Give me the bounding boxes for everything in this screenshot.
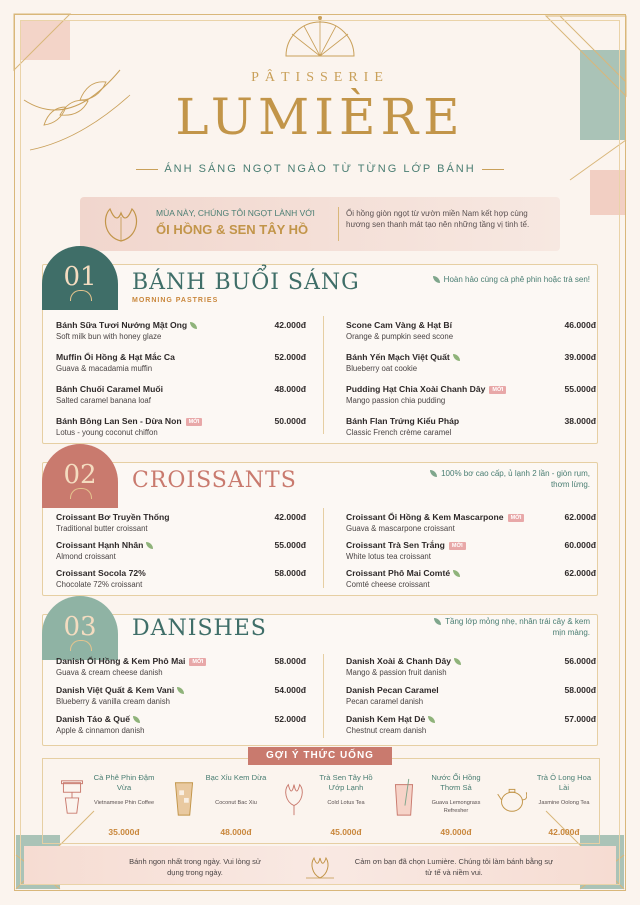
item-price: 55.000đ (564, 384, 596, 394)
item-name-row (346, 685, 439, 695)
item-description: Blueberry oat cookie (346, 364, 418, 373)
item-description: Guava & macadamia muffin (56, 364, 153, 373)
leaf-icon (146, 542, 153, 549)
menu-item (346, 685, 596, 711)
promo-divider (338, 207, 339, 241)
item-name: Croissant Socola 72% (56, 568, 146, 578)
drink-description: Vietnamese Phin Coffee (93, 800, 155, 806)
item-name: Danish Pecan Caramel (346, 685, 439, 695)
item-name: Croissant Ổi Hồng & Kem Mascarpone (346, 512, 504, 522)
new-badge: MỚI (449, 542, 466, 550)
brand-tagline (0, 163, 640, 175)
new-badge: MỚI (189, 658, 206, 666)
promo-description: Ổi hồng giòn ngọt từ vườn miền Nam kết hợp cùng hương sen thanh mát tạo nên những tầng vị tinh tế. (346, 209, 530, 229)
drink-name: Cà Phê Phin Đậm Vừa (93, 773, 155, 792)
item-name: Danish Việt Quất & Kem Vani (56, 685, 175, 695)
leaf-icon (428, 716, 435, 723)
item-name-row (56, 714, 140, 724)
item-name: Bánh Bông Lan Sen - Dừa Non (56, 416, 182, 426)
item-price: 58.000đ (274, 656, 306, 666)
item-name-row (346, 352, 460, 362)
menu-item (56, 685, 306, 711)
menu-item (56, 320, 306, 346)
leaf-icon (453, 354, 460, 361)
section-title: CROISSANTS (132, 468, 297, 493)
item-name: Croissant Trà Sen Trắng (346, 540, 445, 550)
item-description: Mango passion chia pudding (346, 396, 446, 405)
footer (24, 846, 616, 884)
menu-item (346, 512, 596, 538)
item-description: Apple & cinnamon danish (56, 726, 145, 735)
menu-item (56, 568, 306, 594)
item-name-row (56, 656, 206, 666)
drink-suggestions-title: GỢI Ý THỨC UỐNG (248, 747, 392, 765)
drink-item (381, 773, 491, 843)
item-name: Danish Kem Hạt Dẻ (346, 714, 426, 724)
item-price: 56.000đ (564, 656, 596, 666)
section-note: Hoàn hảo cùng cà phê phin hoặc trà sen! (420, 274, 590, 285)
item-description: Soft milk bun with honey glaze (56, 332, 162, 341)
item-name: Scone Cam Vàng & Hạt Bí (346, 320, 453, 330)
drink-price: 49.000đ (440, 827, 472, 837)
item-description: White lotus tea croissant (346, 552, 431, 561)
leaf-icon (430, 470, 437, 477)
item-name: Bánh Chuối Caramel Muối (56, 384, 163, 394)
item-name-row (56, 384, 163, 394)
item-name-row (56, 685, 184, 695)
item-name: Croissant Phô Mai Comté (346, 568, 451, 578)
item-name: Danish Ổi Hồng & Kem Phô Mai (56, 656, 186, 666)
item-name: Danish Táo & Quế (56, 714, 131, 724)
drink-item (489, 773, 599, 843)
section-number-badge: 03 (42, 596, 118, 660)
new-badge: MỚI (186, 418, 203, 426)
refresher-glass-icon (389, 777, 419, 817)
item-price: 39.000đ (564, 352, 596, 362)
item-name: Croissant Hạnh Nhân (56, 540, 144, 550)
item-name: Pudding Hạt Chia Xoài Chanh Dây (346, 384, 486, 394)
item-description: Lotus - young coconut chiffon (56, 428, 158, 437)
leaf-icon (177, 687, 184, 694)
item-description: Chocolate 72% croissant (56, 580, 143, 589)
leaf-icon (433, 276, 440, 283)
section-croissants (42, 444, 598, 596)
menu-item (346, 656, 596, 682)
section-danishes (42, 596, 598, 746)
item-description: Pecan caramel danish (346, 697, 424, 706)
menu-item (56, 540, 306, 566)
item-price: 48.000đ (274, 384, 306, 394)
menu-item (56, 352, 306, 378)
item-name-row (56, 568, 146, 578)
item-name: Croissant Bơ Truyền Thống (56, 512, 170, 522)
menu-item (346, 352, 596, 378)
section-title: DANISHES (132, 616, 267, 641)
menu-item (56, 714, 306, 740)
menu-item (346, 416, 596, 442)
menu-item (56, 384, 306, 410)
item-name: Danish Xoài & Chanh Dây (346, 656, 452, 666)
leaf-icon (434, 618, 441, 625)
section-title: BÁNH BUỔI SÁNG (132, 270, 360, 295)
lotus-icon (302, 852, 338, 880)
drink-description: Cold Lotus Tea (327, 800, 365, 806)
menu-item (346, 384, 596, 410)
drink-price: 48.000đ (220, 827, 252, 837)
iced-coffee-icon (169, 777, 199, 817)
item-name-row (56, 352, 175, 362)
item-price: 55.000đ (274, 540, 306, 550)
item-name-row (346, 540, 466, 550)
drink-description: Coconut Bac Xiu (215, 800, 257, 806)
drink-name: Bạc Xỉu Kem Dừa (205, 773, 267, 782)
brand-title: LUMIÈRE (175, 88, 465, 146)
item-name-row (346, 656, 461, 666)
item-name-row (346, 512, 524, 522)
item-name-row (346, 320, 452, 330)
section-number-badge: 01 (42, 246, 118, 310)
item-description: Guava & mascarpone croissant (346, 524, 455, 533)
item-name-row (56, 540, 153, 550)
item-price: 42.000đ (274, 512, 306, 522)
drink-description: Jasmine Oolong Tea (538, 800, 590, 806)
menu-item (56, 656, 306, 682)
item-description: Blueberry & vanilla cream danish (56, 697, 170, 706)
item-name-row (346, 384, 506, 394)
item-name: Bánh Sữa Tươi Nướng Mật Ong (56, 320, 188, 330)
section-note: Tầng lớp mỏng nhẹ, nhân trái cây & kem mịn màng. (420, 616, 590, 638)
section-number-badge: 02 (42, 444, 118, 508)
item-name-row (346, 714, 435, 724)
leaf-icon (133, 716, 140, 723)
item-price: 52.000đ (274, 714, 306, 724)
lotus-icon (279, 777, 309, 817)
item-description: Mango & passion fruit danish (346, 668, 447, 677)
item-description: Traditional butter croissant (56, 524, 148, 533)
item-name: Bánh Yến Mạch Việt Quất (346, 352, 450, 362)
item-price: 46.000đ (564, 320, 596, 330)
column-divider (323, 316, 324, 434)
item-price: 62.000đ (564, 512, 596, 522)
column-divider (323, 508, 324, 588)
item-price: 54.000đ (274, 685, 306, 695)
drink-name: Trà Ô Long Hoa Lài (536, 773, 592, 792)
item-price: 57.000đ (564, 714, 596, 724)
new-badge: MỚI (508, 514, 525, 522)
fan-emblem-icon (280, 14, 360, 62)
column-divider (323, 654, 324, 738)
item-name-row (56, 320, 197, 330)
seasonal-promo-banner (80, 197, 560, 251)
drink-item (49, 773, 159, 843)
item-price: 62.000đ (564, 568, 596, 578)
tagline-text: ÁNH SÁNG NGỌT NGÀO TỪ TỪNG LỚP BÁNH (164, 163, 476, 175)
menu-item (346, 540, 596, 566)
leaf-icon (454, 658, 461, 665)
menu-item (346, 714, 596, 740)
item-description: Almond croissant (56, 552, 116, 561)
section-morning-pastries (42, 246, 598, 444)
item-price: 58.000đ (564, 685, 596, 695)
menu-item (346, 320, 596, 346)
drink-item (161, 773, 271, 843)
promo-headline: ỔI HỒNG & SEN TÂY HỒ (156, 222, 309, 237)
item-description: Salted caramel banana loaf (56, 396, 151, 405)
item-price: 50.000đ (274, 416, 306, 426)
item-name: Muffin Ổi Hồng & Hạt Mắc Ca (56, 352, 175, 362)
item-name-row (56, 416, 202, 426)
item-price: 58.000đ (274, 568, 306, 578)
footer-right-text: Cảm ơn bạn đã chọn Lumière. Chúng tôi làm bánh bằng sự tử tế và niềm vui. (354, 857, 554, 877)
teapot-icon (497, 777, 527, 817)
drink-description: Guava Lemongrass Refresher (431, 800, 481, 814)
drink-name: Nước Ổi Hồng Thơm Sả (431, 773, 481, 792)
menu-item (56, 512, 306, 538)
lotus-leaf-icon (98, 203, 144, 245)
item-name-row (56, 512, 170, 522)
item-price: 42.000đ (274, 320, 306, 330)
item-description: Chestnut cream danish (346, 726, 427, 735)
item-name-row (346, 416, 459, 426)
item-name-row (346, 568, 460, 578)
phin-coffee-icon (57, 777, 87, 817)
item-name: Bánh Flan Trứng Kiểu Pháp (346, 416, 460, 426)
item-description: Guava & cream cheese danish (56, 668, 163, 677)
drink-suggestions (42, 758, 600, 844)
brand-supertitle: PÂTISSERIE (251, 70, 389, 85)
drink-name: Trà Sen Tây Hồ Ướp Lạnh (319, 773, 373, 792)
section-subtitle: MORNING PASTRIES (132, 297, 219, 304)
footer-left-text: Bánh ngon nhất trong ngày. Vui lòng sử dụng trong ngày. (129, 857, 261, 877)
drink-price: 45.000đ (330, 827, 362, 837)
item-price: 60.000đ (564, 540, 596, 550)
item-description: Orange & pumpkin seed scone (346, 332, 454, 341)
leaf-icon (453, 570, 460, 577)
section-note: 100% bơ cao cấp, ủ lạnh 2 lần - giòn rụm, thơm lừng. (420, 468, 590, 490)
promo-line1: MÙA NÀY, CHÚNG TÔI NGỌT LÀNH VỚI (156, 208, 315, 218)
leaf-icon (190, 322, 197, 329)
item-description: Comté cheese croissant (346, 580, 430, 589)
menu-item (346, 568, 596, 594)
drink-price: 35.000đ (108, 827, 140, 837)
drink-price: 42.000đ (548, 827, 580, 837)
drink-item (271, 773, 381, 843)
new-badge: MỚI (489, 386, 506, 394)
item-price: 38.000đ (564, 416, 596, 426)
item-price: 52.000đ (274, 352, 306, 362)
item-description: Classic French crème caramel (346, 428, 452, 437)
menu-item (56, 416, 306, 442)
